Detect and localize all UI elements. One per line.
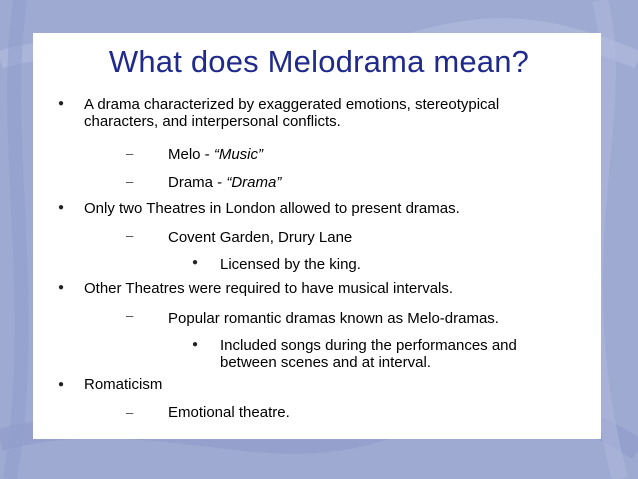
sub-sub-item: Included songs during the performances and between scenes and at interval.	[220, 337, 517, 371]
bullet-icon: ●	[58, 379, 65, 390]
dash-icon: –	[126, 308, 134, 323]
bullet-item: Only two Theatres in London allowed to present dramas.	[84, 200, 460, 217]
bullet-icon: ●	[192, 339, 199, 350]
dash-icon: –	[126, 405, 134, 420]
sub-item-melo	[168, 146, 263, 163]
slide-title: What does Melodrama mean?	[108, 44, 530, 79]
bullet-item: A drama characterized by exaggerated emotions, stereotypical characters, and interpersonal conflicts.	[84, 96, 500, 130]
bullet-icon: ●	[58, 98, 65, 109]
sub-item-emphasis: “Music”	[213, 146, 264, 163]
sub-sub-item: Licensed by the king.	[220, 256, 361, 273]
bullet-icon: ●	[58, 282, 65, 293]
dash-icon: –	[126, 174, 134, 189]
bullet-icon: ●	[192, 257, 199, 268]
sub-item: Emotional theatre.	[168, 404, 290, 421]
dash-icon: –	[126, 228, 134, 243]
dash-icon: –	[126, 146, 134, 161]
sub-item-prefix: Melo -	[168, 146, 214, 163]
sub-item: Popular romantic dramas known as Melo-dramas.	[168, 310, 499, 327]
sub-item-emphasis: “Drama”	[226, 174, 282, 191]
bullet-icon: ●	[58, 202, 65, 213]
sub-item-prefix: Drama -	[168, 174, 227, 191]
bullet-item: Other Theatres were required to have musical intervals.	[84, 280, 454, 297]
sub-item: Covent Garden, Drury Lane	[168, 229, 353, 246]
bullet-item: Romaticism	[84, 376, 163, 393]
sub-item-drama	[168, 174, 281, 191]
